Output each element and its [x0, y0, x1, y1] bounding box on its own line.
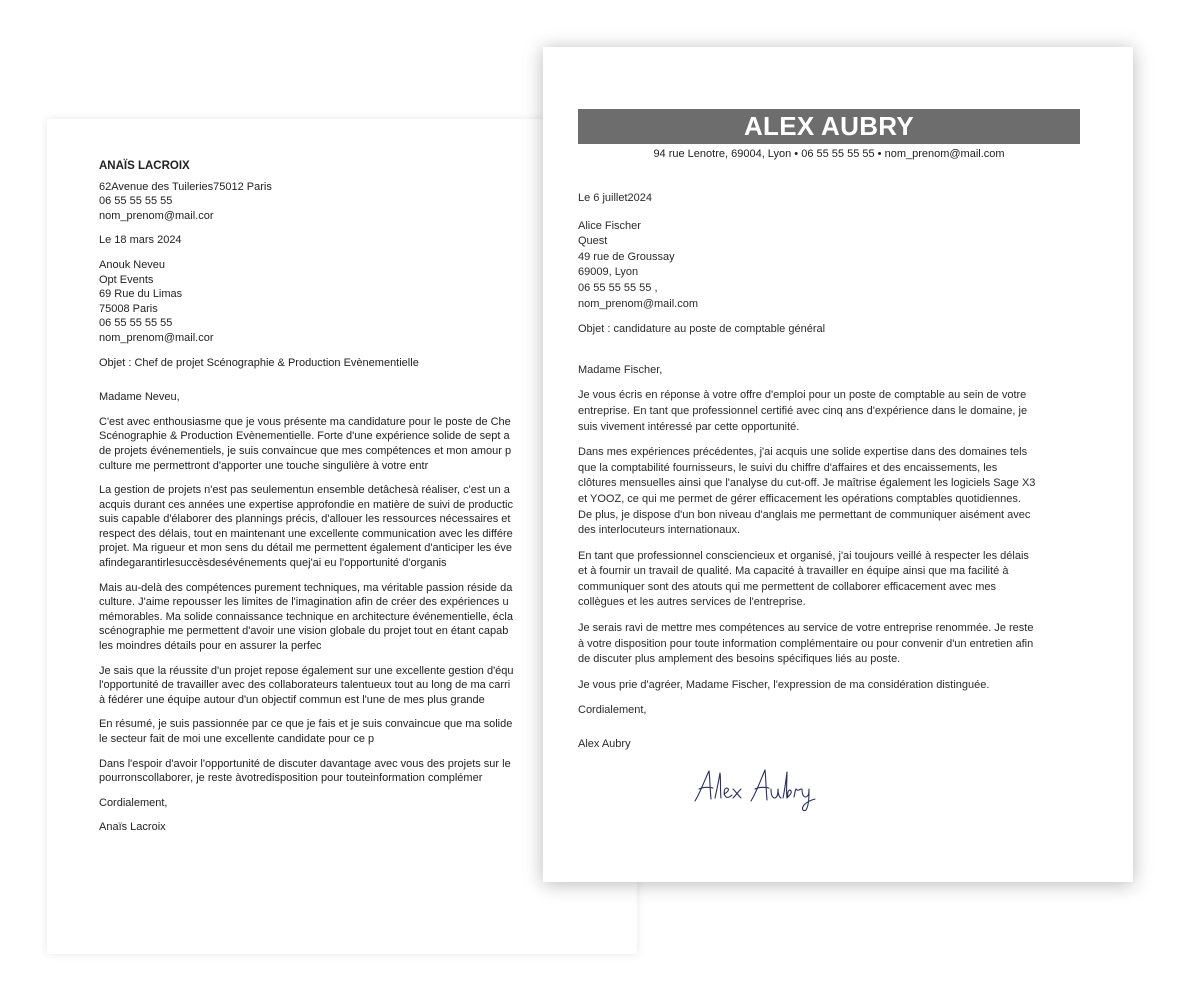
paragraph-line: que la comptabilité fournisseurs, le suivi du chiffre d'affaires et des encaissements, les: [578, 461, 998, 474]
paragraph-line: et à fournir un travail de qualité. Ma capacité à travailler en équipe ainsi que ma facilité à: [578, 565, 1009, 578]
recipient-line: nom_prenom@mail.cor: [99, 331, 214, 344]
letter-subject: Objet : Chef de projet Scénographie & Production Evènementielle: [99, 356, 419, 369]
sender-phone: 06 55 55 55 55: [99, 195, 173, 208]
letter-paragraph: [578, 549, 1088, 611]
paragraph-line: respect des délais, tout en maintenant une excellente communication avec les différe: [99, 527, 513, 540]
letter-date: Le 6 juillet2024: [578, 192, 653, 204]
recipient-line: 75008 Paris: [99, 302, 158, 315]
paragraph-line: culture me permettront d'apporter une touche singulière à votre entr: [99, 459, 429, 472]
paragraph-line: Mais au-delà des compétences purement techniques, ma véritable passion réside da: [99, 581, 513, 594]
paragraph-line: le secteur fait de moi une excellente candidate pour ce p: [99, 733, 375, 745]
paragraph-line: C'est avec enthousiasme que je vous présente ma candidature pour le poste de Che: [99, 415, 511, 428]
recipient-line: Alice Fischer: [578, 219, 641, 232]
sender-name: ANAÏS LACROIX: [99, 160, 190, 172]
paragraph-line: les moindres détails pour en assurer la perfec: [99, 640, 322, 653]
paragraph-line: Dans mes expériences précédentes, j'ai acquis une solide expertise dans des domaines tels: [578, 446, 1028, 459]
recipient-line: Quest: [578, 235, 608, 248]
letter-salutation: Madame Neveu,: [99, 391, 180, 404]
letter-signature-name: Anaïs Lacroix: [99, 821, 166, 834]
recipient-line: 06 55 55 55 55 ,: [578, 281, 658, 294]
paragraph-line: projet. Ma rigueur et mon sens du détail me permettent également d'anticiper les éve: [99, 542, 512, 555]
recipient-line: Opt Events: [99, 273, 154, 286]
paragraph-line: culture. J'aime repousser les limites de l'imagination afin de créer des expériences u: [99, 596, 509, 609]
paragraph-line: pourronscollaborer, je reste àvotredisposition pour touteinformation complémer: [99, 772, 483, 785]
letter-paragraph: [578, 388, 1088, 435]
paragraph-line: De plus, je dispose d'un bon niveau d'anglais me permettant de communiquer aisément avec: [578, 508, 1031, 521]
paragraph-line: Je vous écris en réponse à votre offre d'emploi pour un poste de comptable au sein de votre: [578, 389, 1027, 402]
recipient-block: [578, 219, 1088, 313]
letter-salutation: Madame Fischer,: [578, 363, 663, 376]
letter-body-front: [578, 191, 1088, 763]
paragraph-line: Je sais que la réussite d'un projet repose également sur une excellente gestion d'équ: [99, 664, 514, 677]
paragraph-line: En tant que professionnel consciencieux et organisé, j'ai toujours veillé à respecter les délais: [578, 549, 1029, 562]
paragraph-line: Je serais ravi de mettre mes compétences au service de votre entreprise renommée. Je reste: [578, 622, 1034, 635]
paragraph-line: La gestion de projets n'est pas seulementun ensemble detâchesà réaliser, c'est un a: [99, 484, 510, 497]
paragraph-line: acquis durant ces années une expertise approfondie en matière de suivi de productic: [99, 498, 513, 511]
sender-email: nom_prenom@mail.cor: [99, 209, 214, 222]
paragraph-line: à votre disposition pour toute information complémentaire ou pour convenir d'un entretien afin: [578, 637, 1034, 650]
letter-paragraph: [578, 678, 1088, 694]
paragraph-line: à fédérer une équipe autour d'un objectif commun est l'une de mes plus grande: [99, 693, 485, 706]
paragraph-line: communiquer sont des atouts qui me permettent de collaborer efficacement avec mes: [578, 580, 997, 593]
name-header-bar: ALEX AUBRY: [578, 109, 1080, 144]
paragraph-line: de discuter plus amplement des besoins spécifiques liés au poste.: [578, 653, 901, 666]
recipient-line: 06 55 55 55 55: [99, 317, 173, 330]
recipient-line: 49 rue de Groussay: [578, 250, 675, 263]
paragraph-line: des interlocuteurs internationaux.: [578, 524, 741, 537]
paragraph-line: suis capable d'élaborer des plannings précis, d'allouer les ressources nécessaires et: [99, 513, 511, 526]
letter-closing: Cordialement,: [578, 704, 647, 717]
letter-paragraphs: [578, 388, 1088, 693]
contact-line: 94 rue Lenotre, 69004, Lyon • 06 55 55 55 55 • nom_prenom@mail.com: [653, 148, 1005, 160]
paragraph-line: mémorables. Ma solide connaissance technique en architecture événementielle, écla: [99, 610, 513, 623]
letter-paragraph: [578, 621, 1088, 668]
paragraph-line: suis vivement intéressé par cette opportunité.: [578, 420, 800, 433]
recipient-line: 69009, Lyon: [578, 266, 639, 279]
paragraph-line: afindegarantirlesuccèsdesévénements quej'ai eu l'opportunité d'organis: [99, 557, 447, 570]
recipient-line: 69 Rue du Limas: [99, 288, 183, 301]
paragraph-line: et YOOZ, ce qui me permet de gérer efficacement les opérations comptables quotidiennes.: [578, 492, 1021, 505]
paragraph-line: Scénographie & Production Evènementielle. Forte d'une expérience solide de sept a: [99, 430, 510, 443]
paragraph-line: En résumé, je suis passionnée par ce que je fais et je suis convaincue que ma solide: [99, 718, 513, 731]
letter-date: Le 18 mars 2024: [99, 234, 182, 247]
handwritten-signature-icon: [691, 767, 831, 813]
paragraph-line: Je vous prie d'agréer, Madame Fischer, l'expression de ma considération distinguée.: [578, 678, 990, 691]
letter-subject: Objet : candidature au poste de comptable général: [578, 323, 826, 336]
letter-signature-name: Alex Aubry: [578, 738, 631, 751]
paragraph-line: entreprise. En tant que professionnel certifié avec cinq ans d'expérience dans le domaine, je: [578, 404, 1028, 417]
paragraph-line: collègues et les autres services de l'entreprise.: [578, 596, 806, 609]
recipient-line: Anouk Neveu: [99, 258, 166, 271]
sender-address: 62Avenue des Tuileries75012 Paris: [99, 180, 272, 193]
letter-page-front: [543, 47, 1133, 882]
paragraph-line: de projets événementiels, je suis convaincue que mes compétences et mon amour p: [99, 444, 512, 457]
paragraph-line: scénographie me permettent d'avoir une vision globale du projet tout en étant capab: [99, 625, 509, 638]
recipient-line: nom_prenom@mail.com: [578, 297, 698, 310]
paragraph-line: Dans l'espoir d'avoir l'opportunité de discuter davantage avec vous des projets sur le: [99, 757, 511, 770]
paragraph-line: l'opportunité de travailler avec des collaborateurs talentueux tout au long de ma carri: [99, 679, 511, 692]
paragraph-line: clôtures mensuelles ainsi que l'analyse du cut-off. Je maîtrise également les logiciels Sage X3: [578, 477, 1036, 490]
letter-closing: Cordialement,: [99, 796, 168, 809]
letter-paragraph: [578, 445, 1088, 539]
